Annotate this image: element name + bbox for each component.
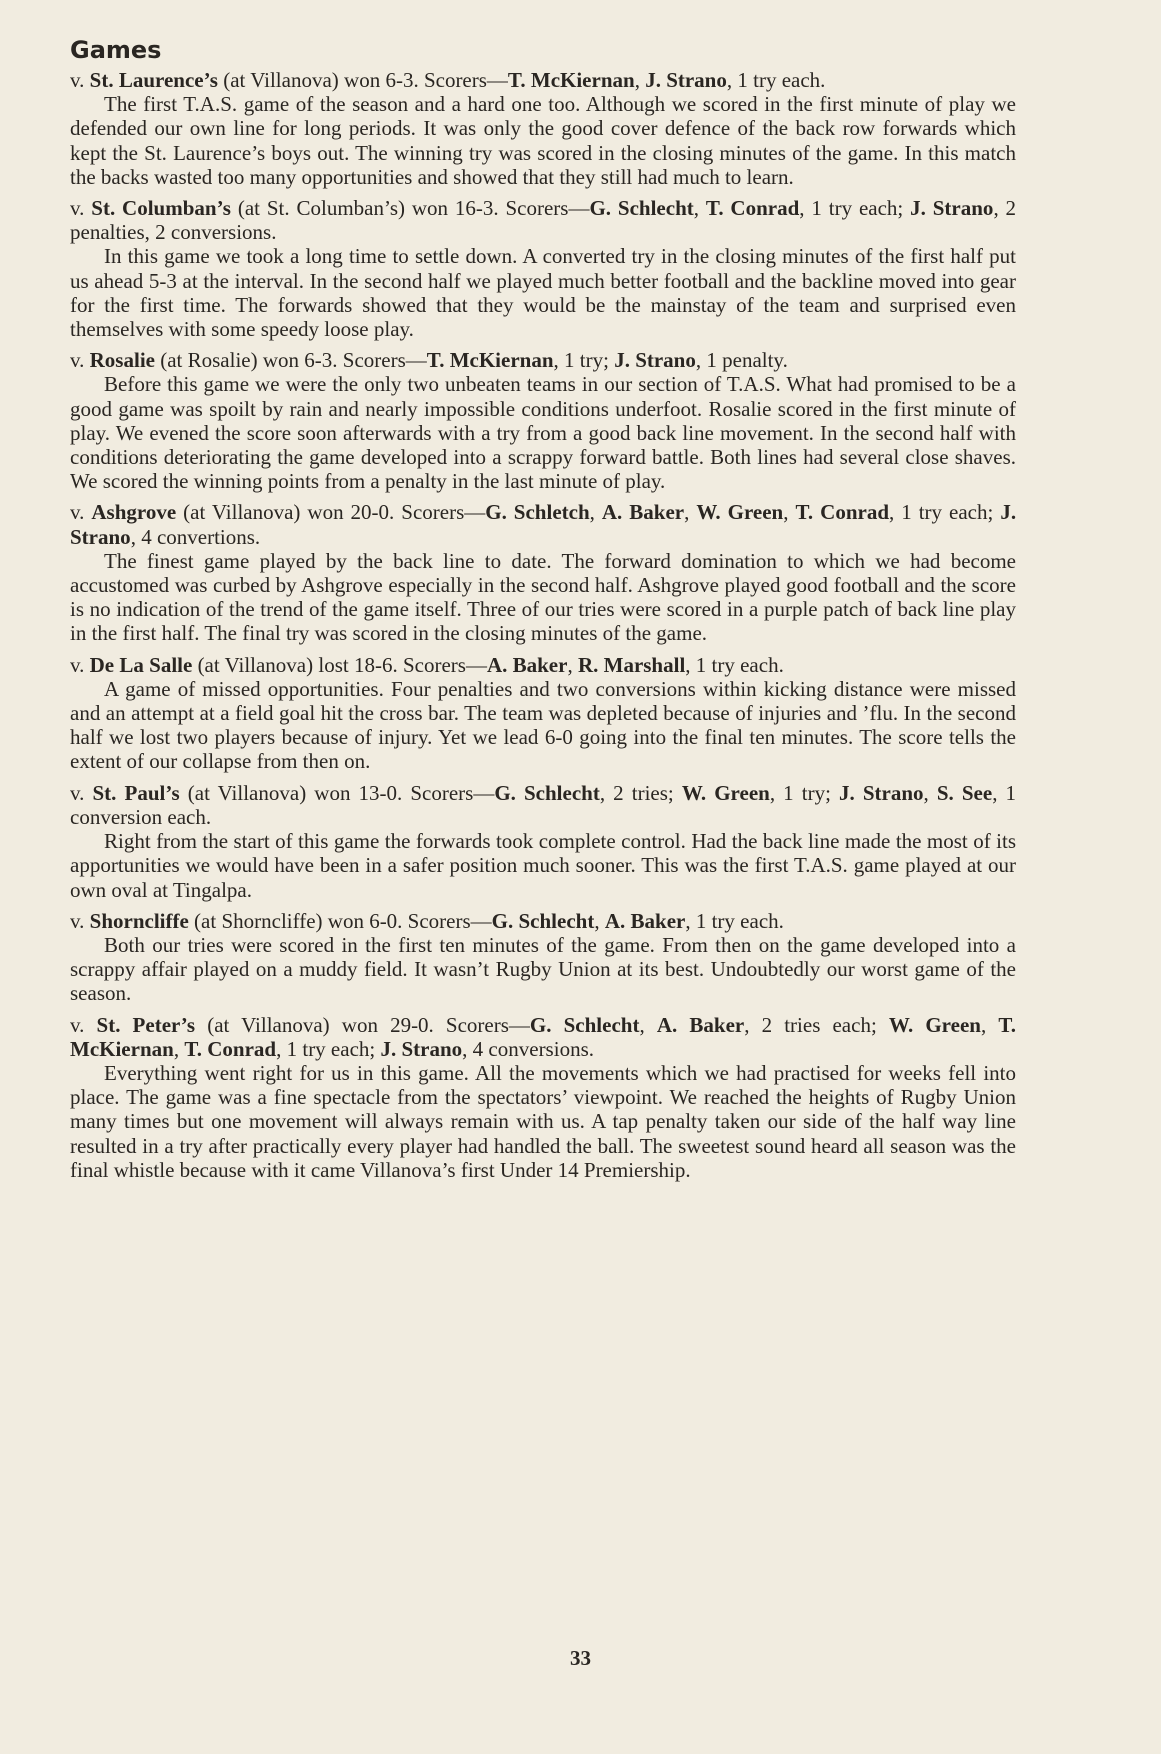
game-entry	[70, 68, 1016, 189]
game-details: (at St. Columban’s) won 16-3. Scorers—	[230, 196, 590, 221]
scorer-name: R. Marshall	[577, 652, 686, 677]
game-entry	[70, 1013, 1016, 1182]
game-description: The first T.A.S. game of the season and a hard one too. Although we scored in the first minute of play we defended our own line for long periods. It was only the good cover defence of the back row forwards which kept the St. Laurence’s boys out. The winning try was scored in the closing minutes of the game. In this match the backs wasted too many opportunities and showed that they still had much to learn.	[70, 92, 1016, 189]
scorer-detail: , 1 try each;	[799, 196, 911, 221]
scorer-detail: , 2 tries each;	[744, 1012, 889, 1037]
game-header	[70, 500, 1016, 548]
game-entry	[70, 909, 1016, 1006]
game-header	[70, 653, 1016, 677]
game-opponent: Ashgrove	[91, 500, 177, 525]
scorer-detail: , 1 conversion each.	[70, 780, 1017, 829]
scorer-detail: , 2 penalties, 2 conversions.	[70, 196, 1017, 245]
scorer-detail: ,	[173, 1036, 185, 1061]
game-header	[70, 909, 1016, 933]
scorer-name: G. Schletch	[485, 500, 590, 525]
game-entry	[70, 781, 1016, 902]
game-description: A game of missed opportunities. Four penalties and two conversions within kicking distance were missed and an attempt at a field goal hit the cross bar. The team was depleted because of injuries and ’flu. In the second half we lost two players because of injury. Yet we lead 6-0 going into the final ten minutes. The score tells the extent of our collapse from then on.	[70, 676, 1016, 774]
scorer-detail: , 1 try each.	[726, 68, 826, 92]
game-header	[70, 781, 1016, 829]
game-description: Right from the start of this game the forwards took complete control. Had the back line made the most of its apportunities we would have been in a safer position much sooner. This was the first T.A.S. game played at our own oval at Tingalpa.	[70, 829, 1016, 902]
game-details: (at Villanova) won 29-0. Scorers—	[195, 1012, 530, 1037]
scorer-name: A. Baker	[486, 652, 568, 677]
scorer-name: T. McKiernan	[426, 348, 554, 373]
game-entry	[70, 653, 1016, 774]
scorer-name: W. Green	[681, 780, 770, 805]
game-opponent: St. Paul’s	[92, 780, 180, 805]
game-versus: v.	[70, 780, 85, 805]
scorer-detail: , 1 try;	[553, 348, 615, 373]
game-description: In this game we took a long time to settle down. A converted try in the closing minutes of the first half put us ahead 5-3 at the interval. In the second half we played much better football and the backline moved into gear for the first time. The forwards showed that they would be the mainstay of the team and surprised even themselves with some speedy loose play.	[70, 244, 1016, 342]
scorer-detail: ,	[589, 500, 602, 525]
scorer-name: W. Green	[888, 1012, 981, 1037]
game-details: (at Rosalie) won 6-3. Scorers—	[154, 348, 427, 373]
scorer-detail: ,	[684, 500, 697, 525]
scorer-detail: ,	[923, 780, 937, 805]
game-opponent: Rosalie	[89, 348, 155, 373]
scorer-detail: ,	[594, 908, 605, 933]
game-versus: v.	[70, 908, 85, 933]
game-header	[70, 196, 1016, 244]
scorer-name: J. Strano	[645, 68, 727, 92]
scorer-detail: , 1 try each;	[889, 500, 1001, 525]
game-opponent: St. Columban’s	[91, 196, 231, 221]
scorer-detail: , 4 convertions.	[130, 524, 261, 549]
game-entry	[70, 500, 1016, 645]
scorer-detail: , 1 try each.	[685, 652, 784, 677]
scorer-detail: , 1 try each.	[685, 908, 784, 933]
page	[70, 36, 1016, 1189]
scorer-name: T. McKiernan	[70, 1012, 1017, 1061]
scorer-name: G. Schlecht	[589, 196, 694, 221]
scorer-detail: ,	[639, 1012, 657, 1037]
scorer-name: G. Schlecht	[491, 908, 595, 933]
scorer-name: W. Green	[696, 500, 784, 525]
scorer-detail: ,	[567, 652, 578, 677]
scorer-name: J. Strano	[380, 1036, 463, 1061]
game-versus: v.	[70, 500, 85, 525]
game-description: Before this game we were the only two unbeaten teams in our section of T.A.S. What had promised to be a good game was spoilt by rain and nearly impossible conditions underfoot. Rosalie scored in the first minute of play. We evened the score soon afterwards with a try from a good back line movement. In the second half with conditions deteriorating the game developed into a scrappy forward battle. Both lines had several close shaves. We scored the winning points from a penalty in the last minute of play.	[70, 372, 1016, 494]
game-versus: v.	[70, 1012, 85, 1037]
game-versus: v.	[70, 652, 85, 677]
scorer-name: A. Baker	[601, 500, 685, 525]
scorer-detail: ,	[980, 1012, 999, 1037]
games-list	[70, 68, 1016, 1182]
page-number: 33	[570, 1646, 591, 1670]
scorer-name: G. Schlecht	[529, 1012, 640, 1037]
scorer-name: G. Schlecht	[494, 780, 600, 805]
game-header	[70, 68, 1016, 92]
scorer-name: T. McKiernan	[507, 68, 635, 92]
game-versus: v.	[70, 348, 85, 373]
game-details: (at Villanova) won 13-0. Scorers—	[179, 780, 495, 805]
game-details: (at Villanova) won 6-3. Scorers—	[217, 68, 508, 92]
scorer-name: T. Conrad	[184, 1036, 277, 1061]
scorer-name: J. Strano	[910, 196, 994, 221]
scorer-detail: , 1 try;	[769, 780, 839, 805]
game-description: The finest game played by the back line to date. The forward domination to which we had become accustomed was curbed by Ashgrove especially in the second half. Ashgrove played good football and the score is no indication of the trend of the game itself. Three of our tries were scored in a purple patch of back line play in the first half. The final try was scored in the closing minutes of the game.	[70, 548, 1016, 646]
game-details: (at Villanova) won 20-0. Scorers—	[176, 500, 486, 525]
game-details: (at Villanova) lost 18-6. Scorers—	[192, 652, 487, 677]
game-opponent: St. Peter’s	[96, 1012, 196, 1037]
game-description: Both our tries were scored in the first ten minutes of the game. From then on the game developed into a scrappy affair played on a muddy field. It wasn’t Rugby Union at its best. Undoubtedly our worst game of the season.	[70, 932, 1016, 1006]
game-opponent: Shorncliffe	[89, 908, 189, 933]
scorer-detail: , 1 try each;	[276, 1036, 381, 1061]
game-details: (at Shorncliffe) won 6-0. Scorers—	[188, 908, 492, 933]
game-versus: v.	[70, 196, 85, 221]
scorer-name: J. Strano	[839, 780, 924, 805]
scorer-name: J. Strano	[70, 500, 1017, 549]
game-entry	[70, 348, 1016, 493]
game-versus: v.	[70, 68, 85, 92]
scorer-name: S. See	[936, 780, 993, 805]
scorer-detail: , 1 penalty.	[695, 348, 788, 373]
scorer-detail: , 2 tries;	[599, 780, 682, 805]
section-title: Games	[70, 36, 162, 64]
scorer-detail: ,	[783, 500, 796, 525]
game-header	[70, 1013, 1016, 1061]
scorer-name: A. Baker	[656, 1012, 745, 1037]
game-entry	[70, 196, 1016, 341]
game-opponent: De La Salle	[89, 652, 193, 677]
scorer-detail: , 4 conversions.	[462, 1036, 594, 1061]
game-header	[70, 348, 1016, 372]
scorer-detail: ,	[634, 68, 646, 92]
scorer-name: J. Strano	[614, 348, 696, 373]
game-description: Everything went right for us in this game. All the movements which we had practised for weeks fell into place. The game was a fine spectacle from the spectators’ viewpoint. We reached the heights of Rugby Union many times but one movement will always remain with us. A tap penalty taken our side of the half way line resulted in a try after practically every player had handled the ball. The sweetest sound heard all season was the final whistle because with it came Villanova’s first Under 14 Premiership.	[70, 1060, 1016, 1182]
scorer-name: T. Conrad	[705, 196, 800, 221]
scorer-name: T. Conrad	[795, 500, 890, 525]
scorer-name: A. Baker	[604, 908, 686, 933]
game-opponent: St. Laurence’s	[89, 68, 218, 92]
scorer-detail: ,	[693, 196, 706, 221]
